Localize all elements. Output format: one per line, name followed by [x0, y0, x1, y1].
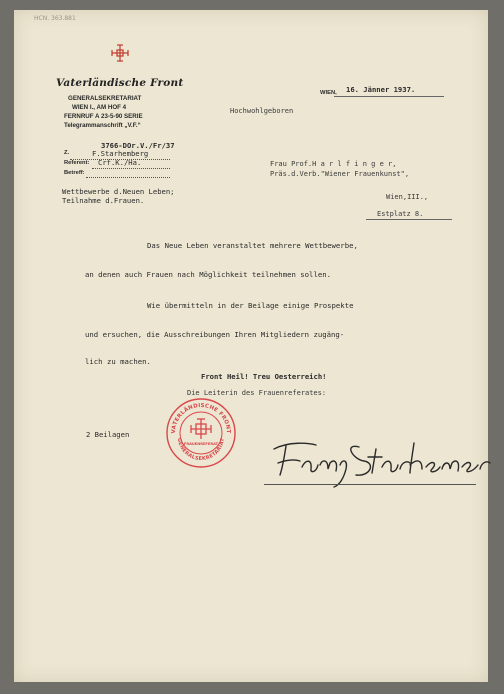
- recipient-street: Estplatz 8.: [377, 210, 424, 218]
- body-line-1: Das Neue Leben veranstaltet mehrere Wettbewerbe,: [147, 241, 358, 250]
- subject-line1: Wettbewerbe d.Neuen Leben;: [62, 187, 175, 196]
- label-z: Z.: [64, 150, 70, 156]
- body-line-4: und ersuchen, die Ausschreibungen Ihren Mitgliedern zugäng-: [85, 330, 345, 339]
- letterhead-office: GENERALSEKRETARIAT: [68, 95, 142, 102]
- cross-emblem-icon: [110, 43, 130, 63]
- recipient-city: Wien,III.,: [386, 193, 429, 201]
- letterhead-telegram: Telegrammanschrift „V.F.“: [64, 122, 141, 129]
- enclosures: 2 Beilagen: [86, 430, 130, 439]
- referent-value: Crf.K./Ha.: [98, 158, 142, 167]
- letterhead-brand: Vaterländische Front: [56, 77, 184, 89]
- reference-number: 3766-DOr.V./Fr/37: [101, 141, 175, 150]
- recipient-line1: Frau Prof.H a r l f i n g e r,: [270, 160, 397, 168]
- letter-paper: [14, 10, 488, 682]
- label-betreff: Betreff:: [64, 170, 85, 176]
- label-referent: Referent:: [64, 160, 90, 166]
- body-line-3: Wie übermitteln in der Beilage einige Prospekte: [147, 301, 354, 310]
- archive-note: HCN. 363.881: [34, 15, 76, 22]
- recipient-line2: Präs.d.Verb."Wiener Frauenkunst",: [270, 170, 410, 178]
- seal-text-bottom: GENERALSEKRETARIAT: [175, 437, 227, 463]
- signatory-title: Die Leiterin des Frauenreferates:: [187, 389, 327, 397]
- official-seal-stamp: [165, 397, 237, 469]
- body-line-2: an denen auch Frauen nach Möglichkeit teilnehmen sollen.: [85, 270, 332, 279]
- letterhead-phone: FERNRUF A 23-5-90 SERIE: [64, 113, 143, 120]
- letterhead-address: WIEN I., AM HOF 4: [72, 104, 127, 111]
- salutation: Hochwohlgeboren: [230, 107, 294, 115]
- subject-line2: Teilnahme d.Frauen.: [62, 196, 145, 205]
- place-label: WIEN,: [320, 90, 337, 96]
- body-line-5: lich zu machen.: [85, 357, 151, 366]
- reference-value-line1: F.Starhemberg: [92, 149, 149, 158]
- seal-text-inner: FRAUENREFERAT: [183, 442, 219, 446]
- handwritten-signature: [264, 429, 494, 489]
- letter-date: 16. Jänner 1937.: [346, 85, 416, 94]
- closing-greeting: Front Heil! Treu Oesterreich!: [201, 372, 327, 381]
- seal-text-top: VATERLÄNDISCHE FRONT: [170, 402, 232, 434]
